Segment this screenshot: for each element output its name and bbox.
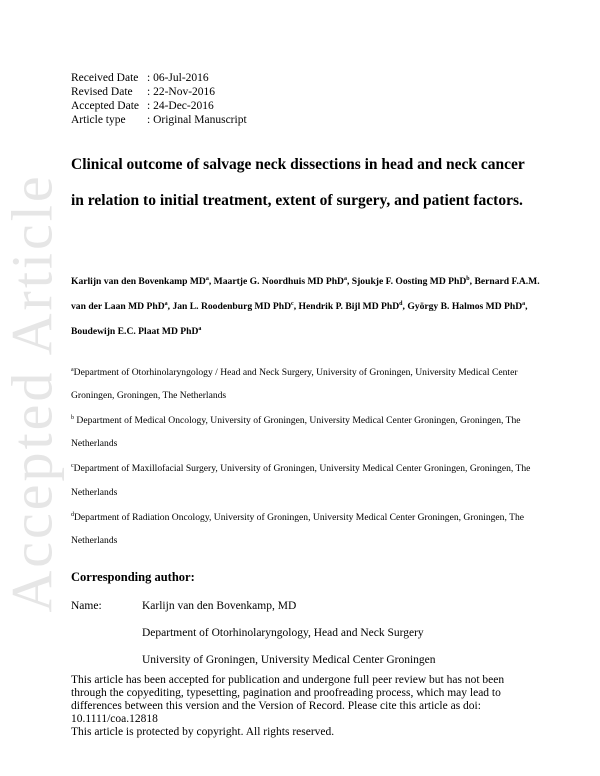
author-affiliation-mark: d [399, 301, 403, 308]
author-affiliation-mark: a [164, 301, 168, 308]
revised-date-value: : 22-Nov-2016 [147, 86, 216, 98]
author-name: Sjoukje F. Oosting MD PhD [351, 276, 467, 288]
corresponding-author-block [71, 600, 541, 681]
corresponding-department-line [71, 627, 541, 654]
affiliation [71, 359, 541, 407]
author-name: Hendrik P. Bijl MD PhD [298, 301, 400, 313]
author-name: György B. Halmos MD PhD [407, 301, 523, 313]
author-name: Jan L. Roodenburg MD PhD [172, 301, 292, 313]
accepted-notice-text: This article has been accepted for publication and undergone full peer review but has not been through the copyediting, typesetting, pagination and proofreading process, which may lead to differences between this version and the Version of Record. Please cite this article as doi: 10.1111/coa.12818 [71, 674, 505, 725]
author-affiliation-mark: b [466, 276, 470, 282]
affiliation-mark: c [71, 463, 74, 470]
received-date-label: Received Date [71, 72, 139, 84]
revised-date-label: Revised Date [71, 86, 133, 98]
received-date-value: : 06-Jul-2016 [147, 72, 209, 84]
corresponding-author-heading: Corresponding author: [71, 570, 195, 584]
author-affiliation-mark: a [198, 326, 202, 333]
corresponding-name-line [71, 600, 541, 627]
corresponding-name: Karlijn van den Bovenkamp, MD [142, 600, 297, 612]
affiliation [71, 504, 541, 552]
accepted-date-row [71, 99, 247, 113]
affiliation [71, 407, 541, 455]
affiliation-mark: d [71, 511, 74, 518]
affiliation [71, 455, 541, 503]
affiliation-mark: b [71, 415, 74, 422]
author-affiliation-mark: a [522, 301, 526, 308]
affiliation-text: Department of Medical Oncology, University of Groningen, University Medical Center Groningen, Groningen, The Netherlands [71, 415, 521, 450]
received-date-row [71, 71, 247, 85]
affiliation-mark: a [71, 367, 74, 373]
author-name: Maartje G. Noordhuis MD PhD [213, 276, 344, 288]
article-type-row [71, 113, 247, 127]
accepted-date-label: Accepted Date [71, 100, 140, 112]
article-dates [71, 71, 247, 127]
author-name: Bernard F.A.M. van der Laan MD PhD [71, 276, 540, 313]
author-name: Karlijn van den Bovenkamp MD [71, 276, 206, 288]
affiliation-text: Department of Radiation Oncology, University of Groningen, University Medical Center Groningen, Groningen, The Netherlands [71, 511, 525, 546]
author-affiliation-mark: a [343, 276, 347, 282]
affiliation-list [71, 359, 541, 552]
corresponding-department: Department of Otorhinolaryngology, Head and Neck Surgery [142, 627, 424, 639]
article-type-value: : Original Manuscript [147, 114, 247, 126]
corresponding-institution: University of Groningen, University Medical Center Groningen [142, 654, 436, 666]
accepted-article-watermark [0, 0, 64, 776]
author-name: Boudewijn E.C. Plaat MD PhD [71, 326, 199, 338]
affiliation-text: Department of Maxillofacial Surgery, University of Groningen, University Medical Center Groningen, Groningen, The Netherlands [71, 463, 531, 498]
copyright-notice-text: This article is protected by copyright. All rights reserved. [71, 726, 335, 738]
author-affiliation-mark: a [205, 276, 209, 282]
publication-notice [71, 674, 533, 739]
name-label: Name: [71, 600, 102, 612]
paper-title: Clinical outcome of salvage neck dissections in head and neck cancer in relation to initial treatment, extent of surgery, and patient factors. [71, 156, 525, 209]
revised-date-row [71, 85, 247, 99]
affiliation-text: Department of Otorhinolaryngology / Head and Neck Surgery, University of Groningen, University Medical Center Groningen, Groningen, The Netherlands [71, 367, 518, 402]
article-type-label: Article type [71, 114, 126, 126]
author-affiliation-mark: c [291, 301, 294, 308]
accepted-date-value: : 24-Dec-2016 [147, 100, 214, 112]
author-list: Karlijn van den Bovenkamp $MD^a$, Maartje G. Noordhuis MD PhD$^a$, Sjoukje F. Oosting MD PhD$^b$, Bernard F.A.M. van der Laan MD PhD$^a$, Jan L. Roodenburg MD PhD$^c$, Hendrik P. Bijl MD PhD$^d$, György B. Halmos MD PhD$^a$, Boudewijn E.C. Plaat MD PhD$^a$ [71, 276, 540, 338]
watermark-text: Accepted Article [0, 173, 64, 613]
